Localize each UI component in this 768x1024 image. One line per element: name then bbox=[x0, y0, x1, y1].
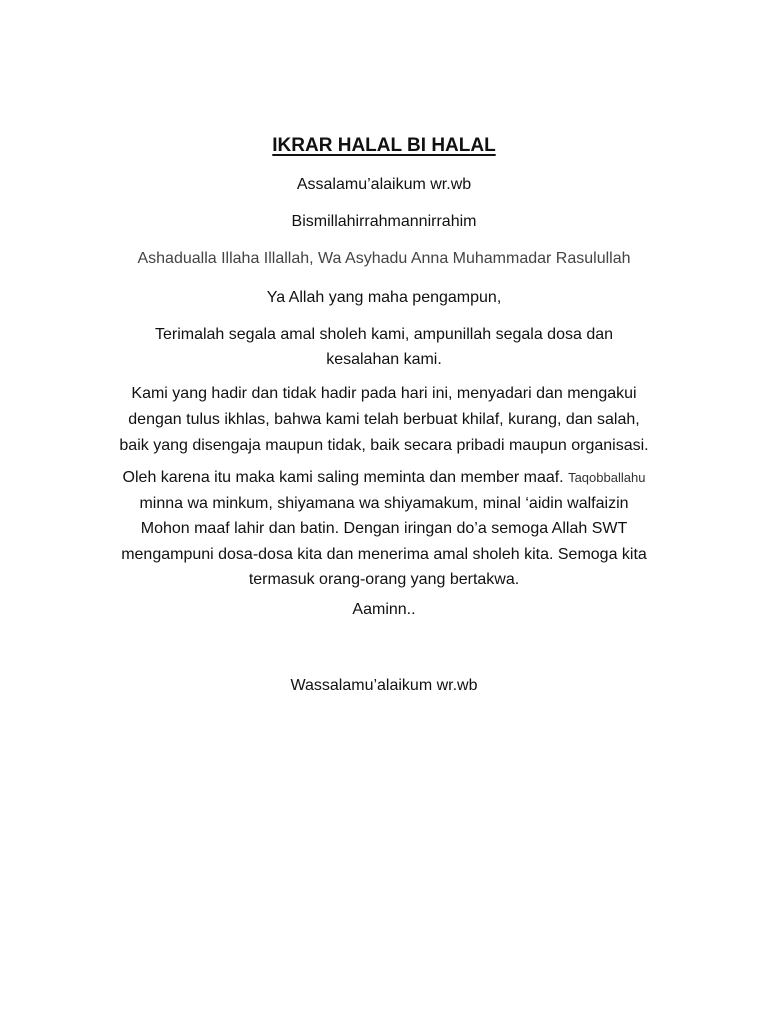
forgiveness-line: minna wa minkum, shiyamana wa shiyamakum, minal ‘aidin walfaizin bbox=[139, 494, 629, 512]
forgiveness-small-text: Taqobballahu bbox=[568, 470, 646, 485]
forgiveness-line-first bbox=[0, 465, 768, 491]
doa-paragraph-line: kesalahan kami. bbox=[326, 351, 442, 368]
forgiveness-line: Mohon maaf lahir dan batin. Dengan iringan do’a semoga Allah SWT bbox=[140, 520, 628, 537]
confession-line: Kami yang hadir dan tidak hadir pada hari ini, menyadari dan mengakui bbox=[131, 385, 637, 402]
amin-text: Aaminn.. bbox=[352, 601, 416, 618]
doa-paragraph bbox=[0, 322, 768, 372]
forgiveness-line: termasuk orang-orang yang bertakwa. bbox=[248, 571, 520, 588]
confession-line: baik yang disengaja maupun tidak, baik secara pribadi maupun organisasi. bbox=[119, 437, 649, 454]
shahada-text: Ashadualla Illaha Illallah, Wa Asyhadu Anna Muhammadar Rasulullah bbox=[137, 250, 631, 267]
forgiveness-paragraph bbox=[0, 465, 768, 593]
forgiveness-main-text: Oleh karena itu maka kami saling meminta dan member maaf. bbox=[122, 469, 564, 486]
forgiveness-line: mengampuni dosa-dosa kita dan menerima amal sholeh kita. Semoga kita bbox=[121, 545, 647, 563]
document-title: IKRAR HALAL BI HALAL bbox=[272, 135, 496, 156]
confession-paragraph bbox=[0, 381, 768, 459]
doa-line-1: Ya Allah yang maha pengampun, bbox=[266, 289, 502, 306]
basmalah-text: Bismillahirrahmannirrahim bbox=[291, 213, 477, 230]
doa-paragraph-line: Terimalah segala amal sholeh kami, ampunillah segala dosa dan bbox=[154, 326, 614, 343]
greeting-text: Assalamu’alaikum wr.wb bbox=[296, 176, 472, 193]
confession-line: dengan tulus ikhlas, bahwa kami telah berbuat khilaf, kurang, dan salah, bbox=[128, 411, 640, 428]
closing-greeting: Wassalamu’alaikum wr.wb bbox=[290, 677, 478, 694]
